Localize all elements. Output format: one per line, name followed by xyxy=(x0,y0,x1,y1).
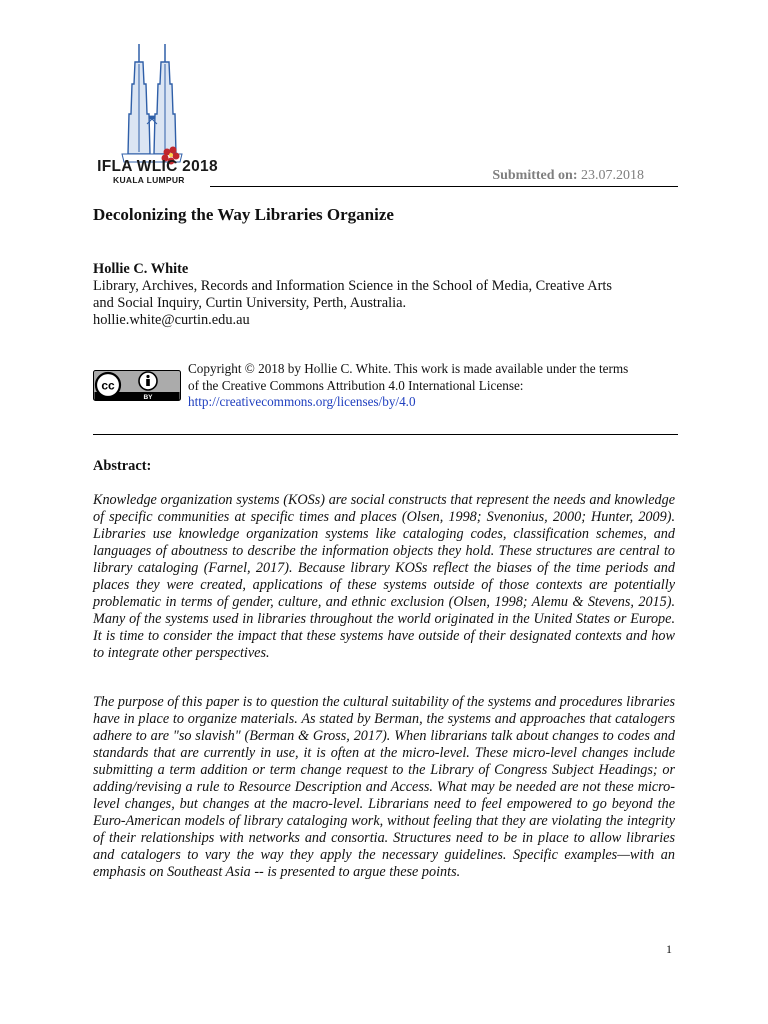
affiliation-line-1: Library, Archives, Records and Information Science in the School of Media, Creative Arts xyxy=(93,278,612,294)
abstract-heading: Abstract: xyxy=(93,458,152,474)
logo-sub-text: KUALA LUMPUR xyxy=(113,175,185,185)
submitted-date: 23.07.2018 xyxy=(581,168,644,183)
abstract-paragraph-2: The purpose of this paper is to question the cultural suitability of the systems and procedures libraries have in place to organize materials. As stated by Berman, the systems and approaches that catalogers adhere to are "so slavish" (Berman & Gross, 2017). When librarians talk about changes to codes and standards that are currently in use, it is often at the micro-level. These micro-level changes include submitting a term addition or term change request to the Library of Congress Subject Headings; or adding/revising a rule to Resource Description and Access. What may be needed are not these micro-level changes, but changes at the macro-level. Librarians need to feel empowered to go beyond the Euro-American models of library cataloging work, without feeling that they are violating the integrity of their relationships with networks and consortia. Structures need to be in place to allow libraries and catalogers to vary the way they apply the necessary guidelines. Specific examples—with an emphasis on Southeast Asia -- is presented to argue these points. xyxy=(93,694,675,880)
logo-main-text: IFLA WLIC 2018 xyxy=(97,158,218,175)
cc-by-license-badge xyxy=(93,370,181,401)
author-email: hollie.white@curtin.edu.au xyxy=(93,312,250,328)
cc-badge-text: BY xyxy=(143,394,153,401)
svg-text:cc: cc xyxy=(101,378,115,393)
page-number: 1 xyxy=(666,942,672,956)
section-rule xyxy=(93,434,678,435)
copyright-notice xyxy=(188,361,688,411)
submitted-label: Submitted on: xyxy=(492,168,578,183)
submitted-on xyxy=(492,168,644,184)
cc-icon xyxy=(96,373,120,397)
copyright-line-2: of the Creative Commons Attribution 4.0 International License: xyxy=(188,377,524,393)
paper-title: Decolonizing the Way Libraries Organize xyxy=(93,205,394,224)
header-rule xyxy=(210,186,678,187)
license-link[interactable]: http://creativecommons.org/licenses/by/4.0 xyxy=(188,394,416,409)
author-name: Hollie C. White xyxy=(93,261,189,277)
affiliation-line-2: and Social Inquiry, Curtin University, Perth, Australia. xyxy=(93,295,407,311)
copyright-line-1: Copyright © 2018 by Hollie C. White. This work is made available under the terms xyxy=(188,361,629,376)
abstract-paragraph-1: Knowledge organization systems (KOSs) are social constructs that represent the needs and knowledge of specific communities at specific times and places (Olsen, 1998; Svenonius, 2000; Hunter, 2009). Libraries use knowledge organization systems like cataloging codes, classification schemes, and languages of aboutness to describe the information objects they hold. These structures are central to library cataloging (Farnel, 2017). Because library KOSs reflect the biases of the time periods and places they were created, applications of these systems outside of those contexts are potentially problematic in terms of gender, culture, and ethnic exclusion (Olsen, 1998; Alemu & Stevens, 2015). Many of the systems used in libraries throughout the world originated in the United States or Europe. It is time to consider the impact that these systems have outside of their designated contexts and how to integrate other perspectives. xyxy=(93,492,675,661)
author-block xyxy=(93,261,693,329)
logo-text xyxy=(95,159,220,185)
attribution-icon xyxy=(139,372,157,390)
